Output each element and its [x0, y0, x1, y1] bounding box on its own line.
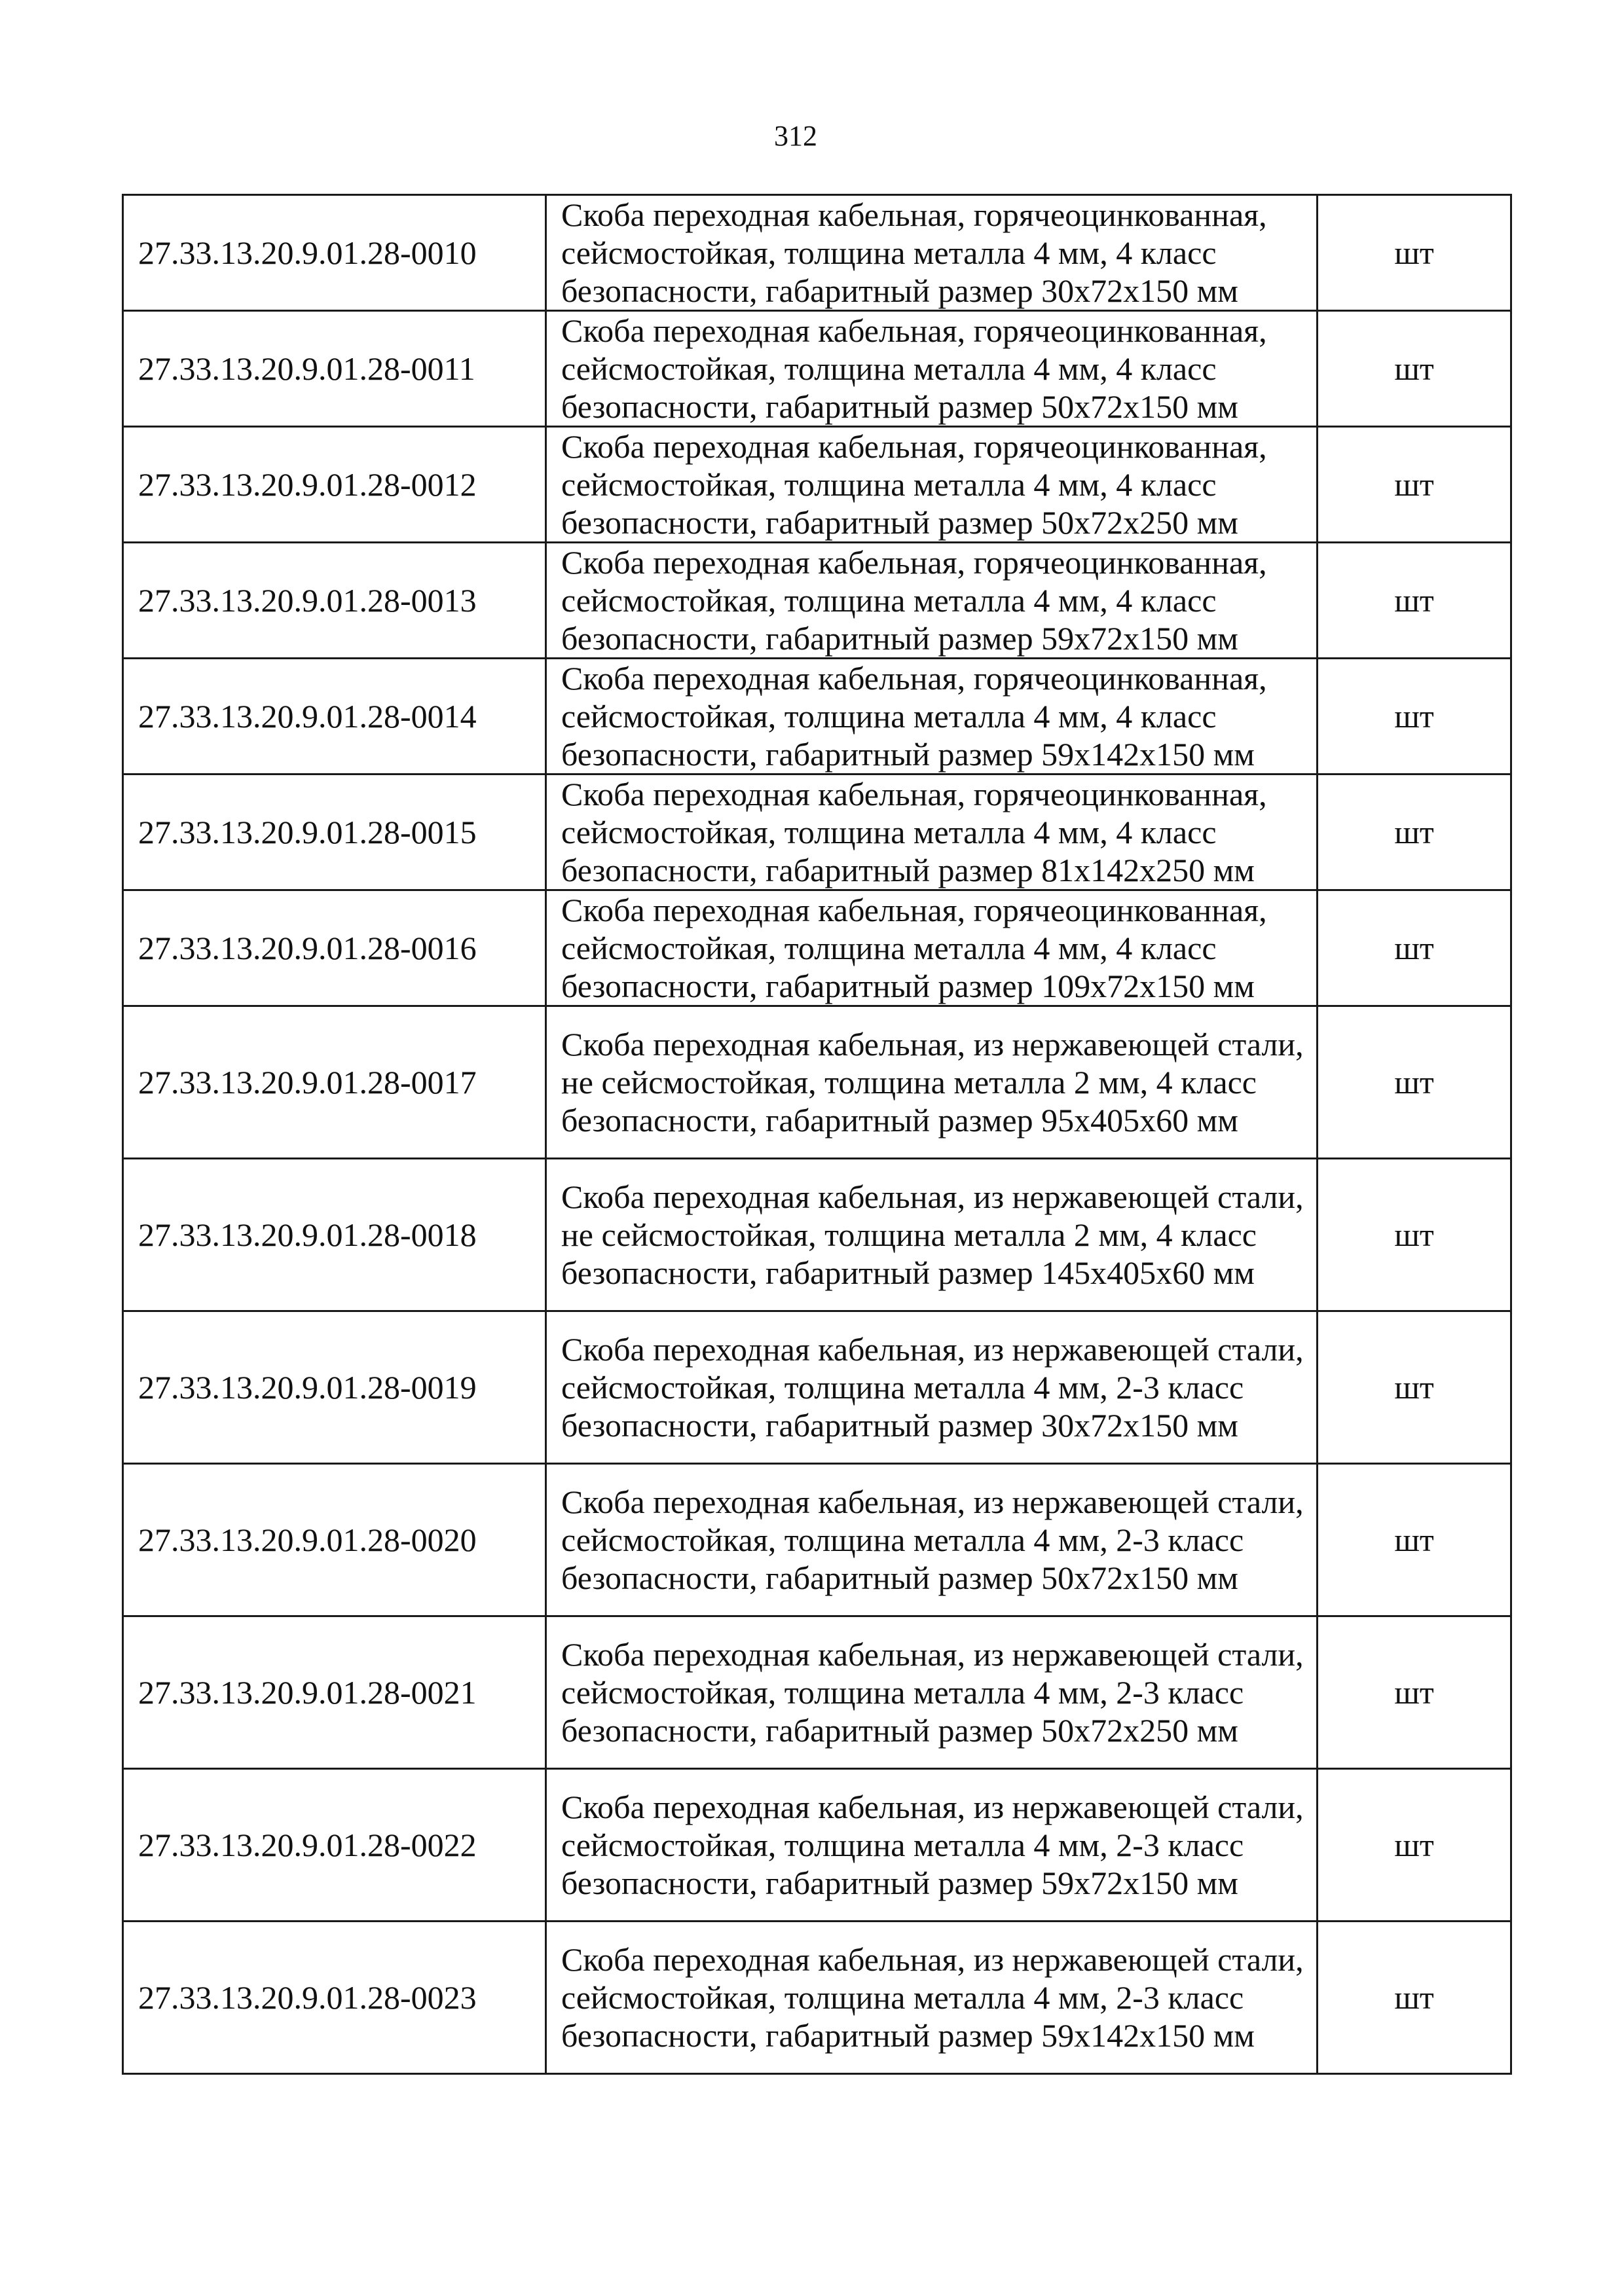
item-code: 27.33.13.20.9.01.28-0016 [123, 890, 546, 1006]
item-description: Скоба переходная кабельная, горячеоцинкованная, сейсмостойкая, толщина металла 4 мм, 4 класс безопасности, габаритный размер 59х72х150 мм [546, 543, 1318, 659]
table-row [123, 311, 1511, 427]
item-unit: шт [1318, 543, 1511, 659]
item-description: Скоба переходная кабельная, из нержавеющей стали, сейсмостойкая, толщина металла 4 мм, 2-3 класс безопасности, габаритный размер 30х72х150 мм [546, 1311, 1318, 1464]
item-code: 27.33.13.20.9.01.28-0012 [123, 427, 546, 543]
catalog-table [122, 194, 1512, 2075]
item-description: Скоба переходная кабельная, из нержавеющей стали, сейсмостойкая, толщина металла 4 мм, 2-3 класс безопасности, габаритный размер 50х72х250 мм [546, 1616, 1318, 1769]
item-description: Скоба переходная кабельная, из нержавеющей стали, сейсмостойкая, толщина металла 4 мм, 2-3 класс безопасности, габаритный размер 50х72х150 мм [546, 1464, 1318, 1616]
item-code: 27.33.13.20.9.01.28-0015 [123, 774, 546, 890]
item-unit: шт [1318, 1311, 1511, 1464]
item-unit: шт [1318, 774, 1511, 890]
page-number: 312 [774, 120, 817, 152]
item-description: Скоба переходная кабельная, горячеоцинкованная, сейсмостойкая, толщина металла 4 мм, 4 класс безопасности, габаритный размер 81х142х250 мм [546, 774, 1318, 890]
table-row [123, 1922, 1511, 2074]
table-row [123, 1311, 1511, 1464]
item-description: Скоба переходная кабельная, горячеоцинкованная, сейсмостойкая, толщина металла 4 мм, 4 класс безопасности, габаритный размер 109х72х150 мм [546, 890, 1318, 1006]
item-unit: шт [1318, 890, 1511, 1006]
item-unit: шт [1318, 195, 1511, 311]
table-row [123, 195, 1511, 311]
item-description: Скоба переходная кабельная, горячеоцинкованная, сейсмостойкая, толщина металла 4 мм, 4 класс безопасности, габаритный размер 30х72х150 мм [546, 195, 1318, 311]
table-row [123, 1006, 1511, 1159]
table-row [123, 543, 1511, 659]
table-row [123, 1769, 1511, 1922]
table-row [123, 1159, 1511, 1311]
item-code: 27.33.13.20.9.01.28-0020 [123, 1464, 546, 1616]
item-code: 27.33.13.20.9.01.28-0017 [123, 1006, 546, 1159]
item-code: 27.33.13.20.9.01.28-0010 [123, 195, 546, 311]
item-code: 27.33.13.20.9.01.28-0019 [123, 1311, 546, 1464]
item-unit: шт [1318, 1006, 1511, 1159]
table-row [123, 774, 1511, 890]
item-unit: шт [1318, 1616, 1511, 1769]
table-row [123, 1464, 1511, 1616]
item-description: Скоба переходная кабельная, горячеоцинкованная, сейсмостойкая, толщина металла 4 мм, 4 класс безопасности, габаритный размер 59х142х150 мм [546, 659, 1318, 774]
table-row [123, 1616, 1511, 1769]
item-description: Скоба переходная кабельная, из нержавеющей стали, не сейсмостойкая, толщина металла 2 мм, 4 класс безопасности, габаритный размер 95х405х60 мм [546, 1006, 1318, 1159]
item-code: 27.33.13.20.9.01.28-0013 [123, 543, 546, 659]
table-row [123, 659, 1511, 774]
item-unit: шт [1318, 311, 1511, 427]
item-code: 27.33.13.20.9.01.28-0022 [123, 1769, 546, 1922]
item-code: 27.33.13.20.9.01.28-0018 [123, 1159, 546, 1311]
item-description: Скоба переходная кабельная, горячеоцинкованная, сейсмостойкая, толщина металла 4 мм, 4 класс безопасности, габаритный размер 50х72х250 мм [546, 427, 1318, 543]
item-code: 27.33.13.20.9.01.28-0021 [123, 1616, 546, 1769]
item-code: 27.33.13.20.9.01.28-0023 [123, 1922, 546, 2074]
item-code: 27.33.13.20.9.01.28-0014 [123, 659, 546, 774]
item-description: Скоба переходная кабельная, горячеоцинкованная, сейсмостойкая, толщина металла 4 мм, 4 класс безопасности, габаритный размер 50х72х150 мм [546, 311, 1318, 427]
item-code: 27.33.13.20.9.01.28-0011 [123, 311, 546, 427]
table-row [123, 427, 1511, 543]
item-unit: шт [1318, 1464, 1511, 1616]
item-description: Скоба переходная кабельная, из нержавеющей стали, сейсмостойкая, толщина металла 4 мм, 2-3 класс безопасности, габаритный размер 59х142х150 мм [546, 1922, 1318, 2074]
item-unit: шт [1318, 427, 1511, 543]
item-unit: шт [1318, 1769, 1511, 1922]
item-unit: шт [1318, 659, 1511, 774]
item-description: Скоба переходная кабельная, из нержавеющей стали, сейсмостойкая, толщина металла 4 мм, 2-3 класс безопасности, габаритный размер 59х72х150 мм [546, 1769, 1318, 1922]
table-row [123, 890, 1511, 1006]
item-unit: шт [1318, 1922, 1511, 2074]
item-unit: шт [1318, 1159, 1511, 1311]
item-description: Скоба переходная кабельная, из нержавеющей стали, не сейсмостойкая, толщина металла 2 мм, 4 класс безопасности, габаритный размер 145х405х60 мм [546, 1159, 1318, 1311]
